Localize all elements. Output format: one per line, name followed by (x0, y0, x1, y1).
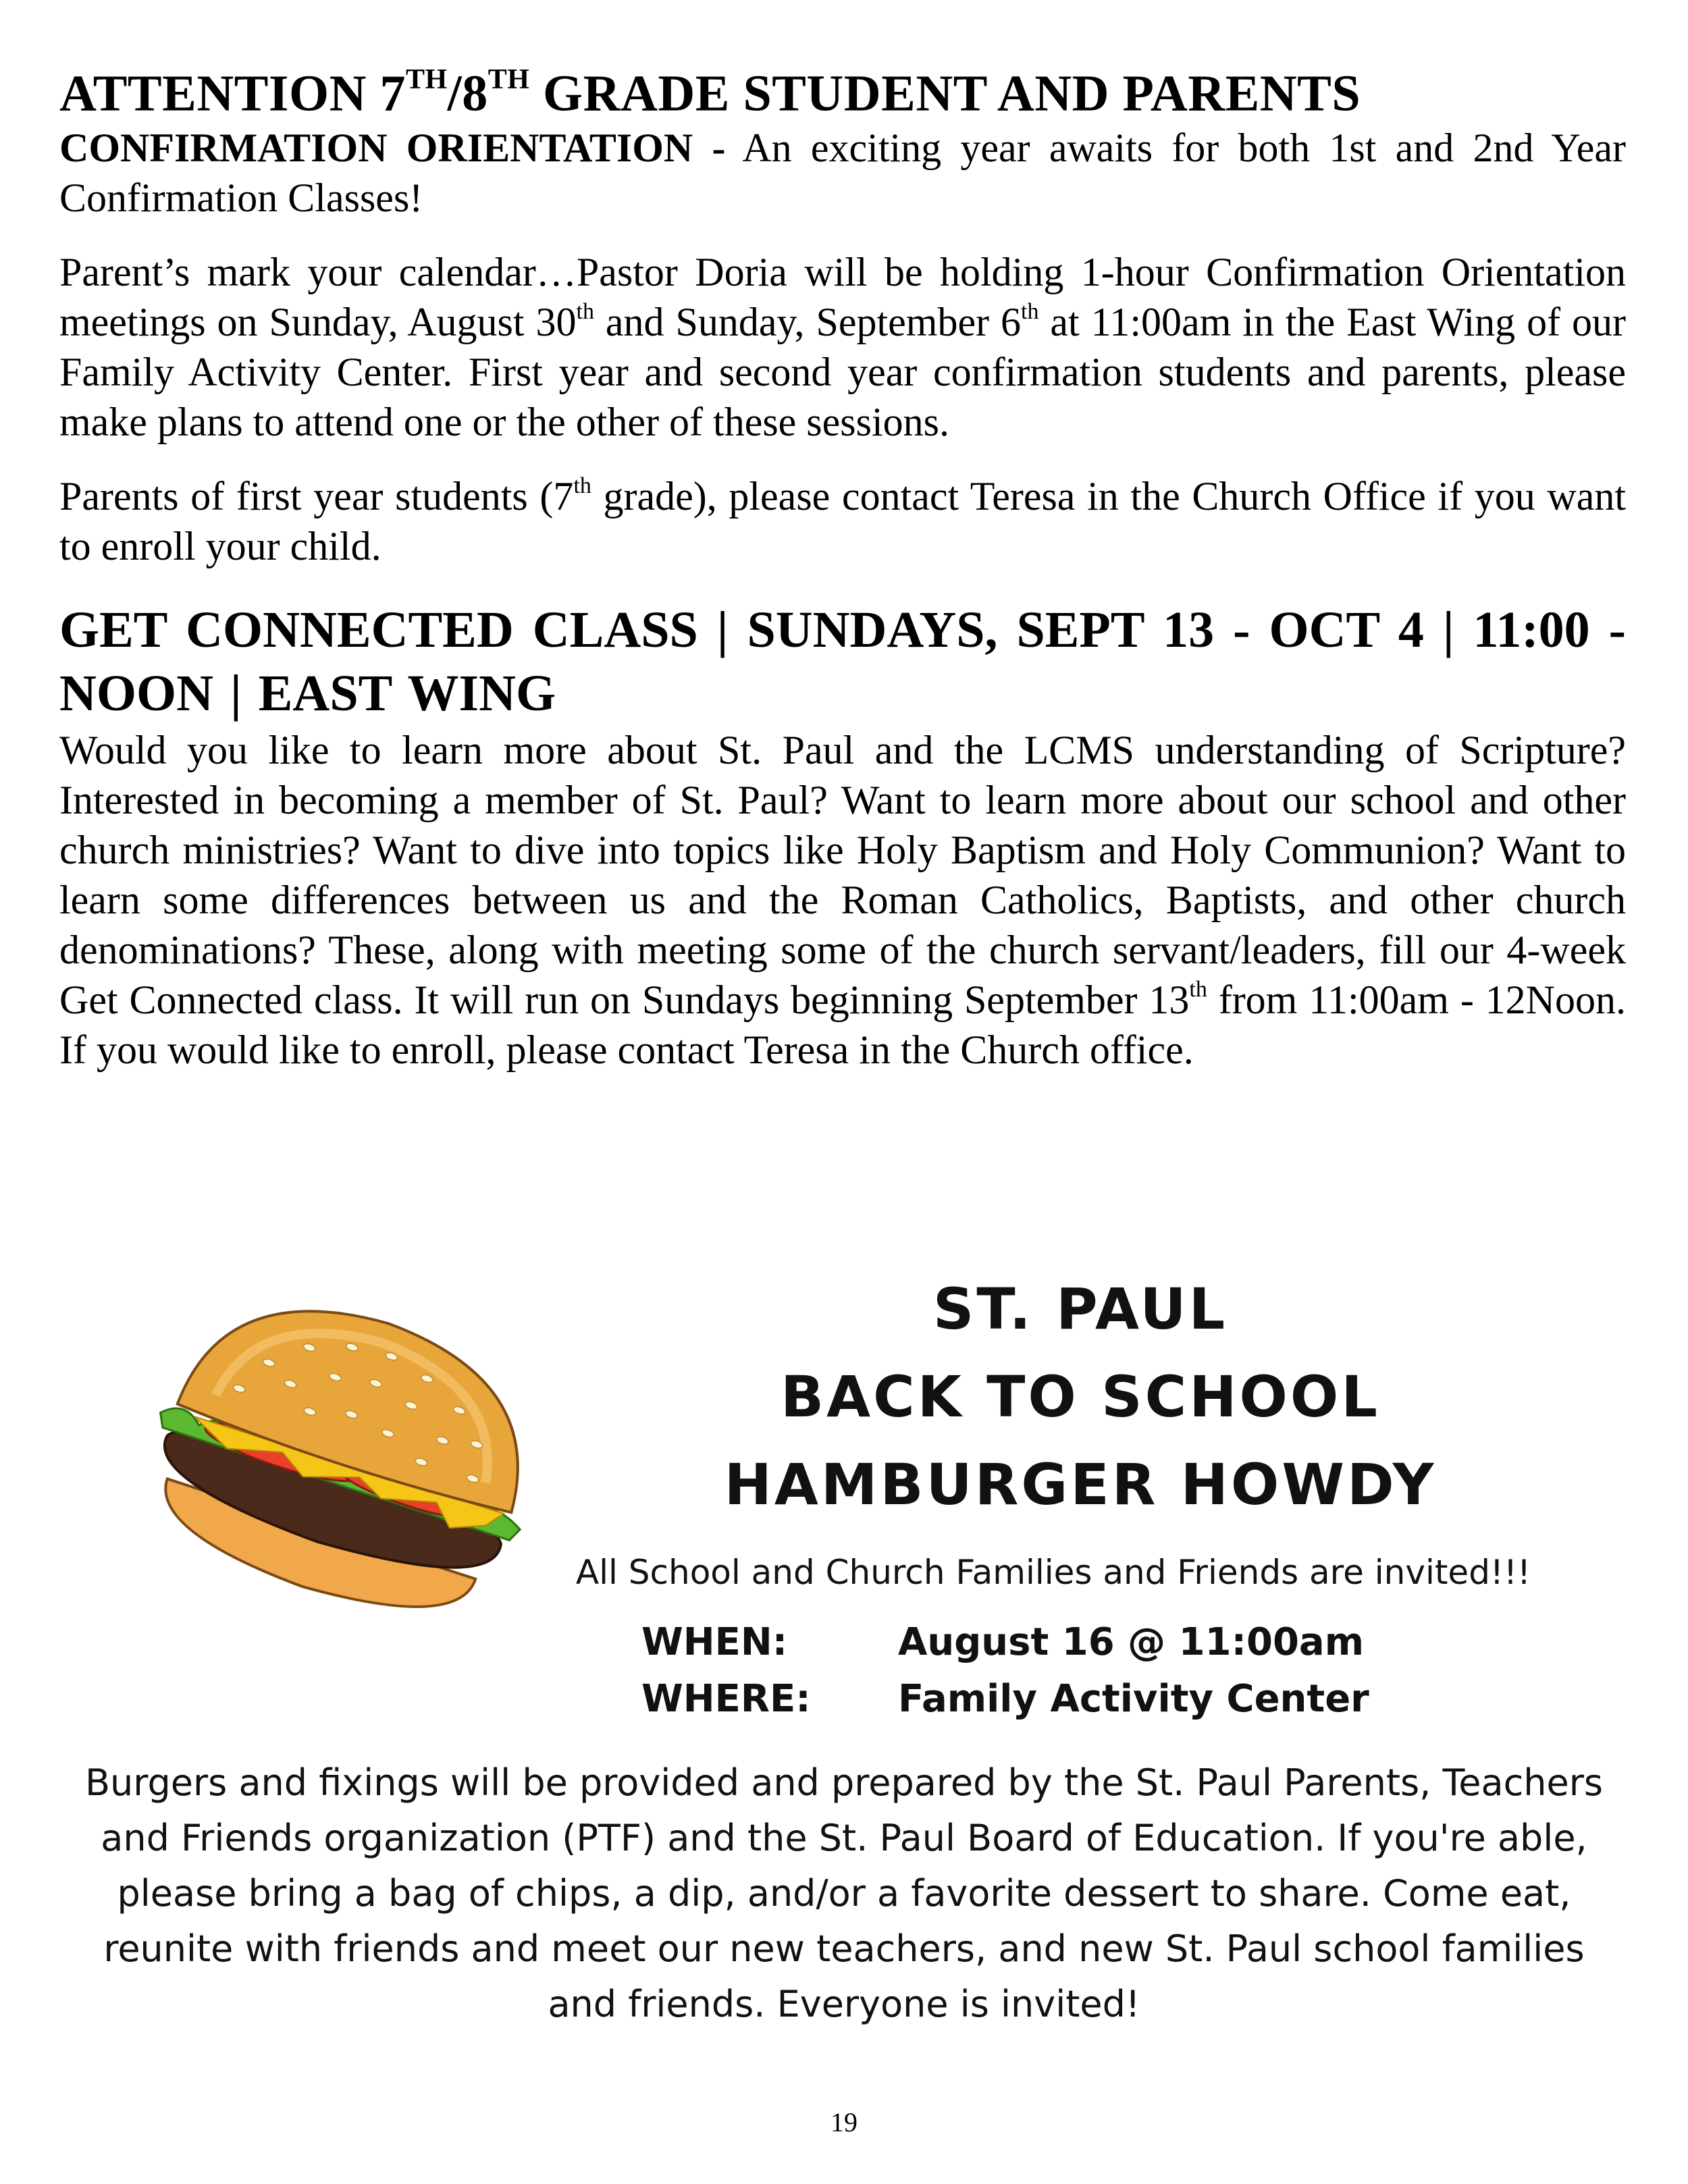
where-value: Family Activity Center (898, 1677, 1369, 1721)
get-connected-paragraph: Would you like to learn more about St. Paul and the LCMS understanding of Scripture? Interested in becoming a member of St. Paul? Want to learn more about our school and other church ministries? Want to dive into topics like Holy Baptism and Holy Communion? Want to learn some differences between us and the Roman Catholics, Baptists, and other church denominations? These, along with meeting some of the church servant/leaders, fill our 4-week Get Connected class. It will run on Sundays beginning September 13th from 11:00am - 12Noon. If you would like to enroll, please contact Teresa in the Church office. (59, 728, 1626, 1073)
enroll-paragraph: Parents of first year students (7th grade), please contact Teresa in the Church Office if you want to enroll your child. (59, 473, 1626, 569)
orientation-paragraph: CONFIRMATION ORIENTATION - An exciting year awaits for both 1st and 2nd Year Confirmation Classes! (59, 126, 1626, 221)
orientation-lead: CONFIRMATION ORIENTATION - (59, 126, 726, 171)
flyer-description: Burgers and fixings will be provided and prepared by the St. Paul Parents, Teachers and Friends organization (PTF) and the St. Paul Board of Education. If you're able, please bring a bag of chips, a dip, and/or a favorite dessert to share. Come eat, reunite with friends and meet our new teachers, and new St. Paul school families and friends. Everyone is invited! (84, 1761, 1604, 2025)
section1-heading: ATTENTION 7TH/8TH GRADE STUDENT AND PARENTS (59, 64, 1361, 122)
flyer-title-line1: ST. PAUL (932, 1276, 1228, 1342)
hamburger-howdy-flyer (0, 1229, 1688, 2073)
flyer-invite: All School and Church Families and Friends are invited!!! (575, 1553, 1531, 1592)
flyer-title-line3: HAMBURGER HOWDY (724, 1451, 1437, 1518)
section2-heading: GET CONNECTED CLASS | SUNDAYS, SEPT 13 - OCT 4 | 11:00 - NOON | EAST WING (59, 602, 1626, 722)
where-label: WHERE: (641, 1677, 811, 1721)
when-value: August 16 @ 11:00am (898, 1620, 1365, 1664)
page-content (59, 54, 1626, 1099)
calendar-paragraph: Parent’s mark your calendar…Pastor Doria will be holding 1-hour Confirmation Orientation meetings on Sunday, August 30th and Sunday, September 6th at 11:00am in the East Wing of our Family Activity Center. First year and second year confirmation students and parents, please make plans to attend one or the other of these sessions. (59, 250, 1626, 445)
page-number: 19 (830, 2107, 858, 2137)
when-label: WHEN: (641, 1620, 788, 1664)
flyer-title-line2: BACK TO SCHOOL (781, 1364, 1380, 1430)
